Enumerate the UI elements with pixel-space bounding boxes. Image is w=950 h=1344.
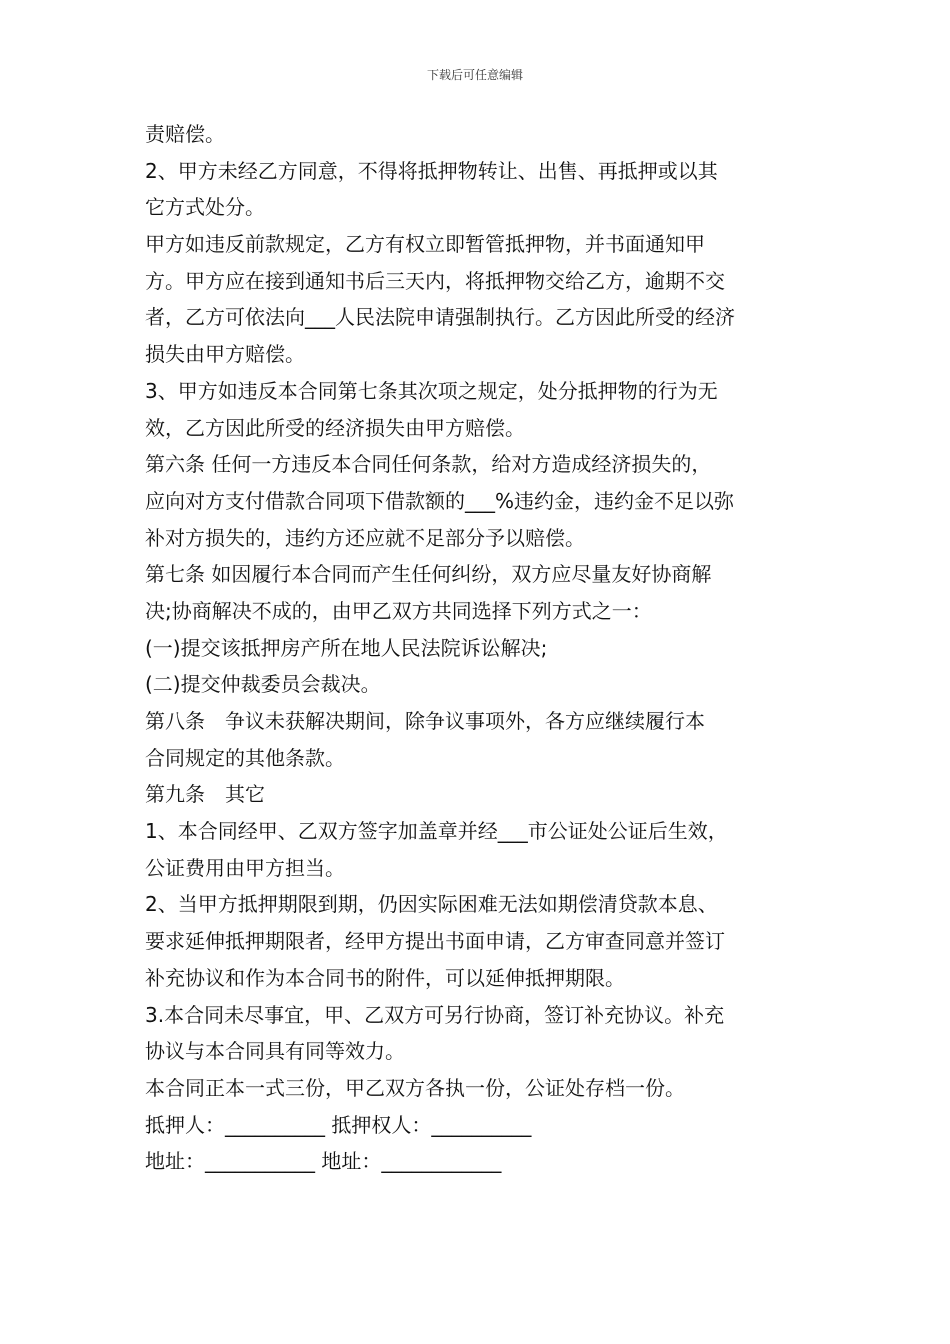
text-line: 方。甲方应在接到通知书后三天内，将抵押物交给乙方，逾期不交	[145, 268, 725, 293]
signature-line: 抵押人：__________ 抵押权人：__________	[145, 1112, 532, 1137]
text-line: 第六条 任何一方违反本合同任何条款，给对方造成经济损失的，	[145, 452, 712, 477]
text-line: 3.本合同未尽事宜，甲、乙双方可另行协商，签订补充协议。补充	[145, 1002, 725, 1027]
text-line: 决;协商解决不成的，由甲乙双方共同选择下列方式之一：	[145, 598, 652, 623]
text-line: 协议与本合同具有同等效力。	[145, 1039, 405, 1064]
text-line: 补充协议和作为本合同书的附件，可以延伸抵押期限。	[145, 965, 625, 990]
text-line: 2、甲方未经乙方同意，不得将抵押物转让、出售、再抵押或以其	[145, 158, 718, 183]
address-line: 地址：___________ 地址：____________	[145, 1149, 502, 1174]
text-line: 补对方损失的，违约方还应就不足部分予以赔偿。	[145, 525, 585, 550]
text-line: 本合同正本一式三份，甲乙双方各执一份，公证处存档一份。	[145, 1075, 685, 1100]
text-line: 损失由甲方赔偿。	[145, 342, 305, 367]
text-line: 第八条 争议未获解决期间，除争议事项外，各方应继续履行本	[145, 709, 705, 733]
text-line: 者，乙方可依法向___人民法院申请强制执行。乙方因此所受的经济	[145, 305, 735, 330]
text-line: 公证费用由甲方担当。	[145, 855, 345, 880]
text-line: (二)提交仲裁委员会裁决。	[145, 672, 381, 697]
text-line: 责赔偿。	[145, 122, 225, 146]
text-line: 要求延伸抵押期限者，经甲方提出书面申请，乙方审查同意并签订	[145, 929, 725, 954]
text-line: (一)提交该抵押房产所在地人民法院诉讼解决;	[145, 635, 548, 660]
text-line: 效，乙方因此所受的经济损失由甲方赔偿。	[145, 415, 525, 440]
text-line: 合同规定的其他条款。	[145, 745, 345, 770]
text-line: 2、当甲方抵押期限到期，仍因实际困难无法如期偿清贷款本息、	[145, 892, 718, 917]
text-line: 它方式处分。	[145, 195, 265, 220]
text-line: 第七条 如因履行本合同而产生任何纠纷，双方应尽量友好协商解	[145, 562, 712, 587]
text-line: 3、甲方如违反本合同第七条其次项之规定，处分抵押物的行为无	[145, 378, 718, 403]
text-line: 甲方如违反前款规定，乙方有权立即暂管抵押物，并书面通知甲	[145, 232, 705, 257]
text-line: 应向对方支付借款合同项下借款额的___%违约金，违约金不足以弥	[145, 488, 735, 513]
text-line: 第九条 其它	[145, 782, 265, 807]
document-body	[145, 116, 815, 1180]
header-note: 下载后可任意编辑	[426, 68, 523, 82]
text-line: 1、本合同经甲、乙双方签字加盖章并经___市公证处公证后生效，	[145, 819, 728, 844]
